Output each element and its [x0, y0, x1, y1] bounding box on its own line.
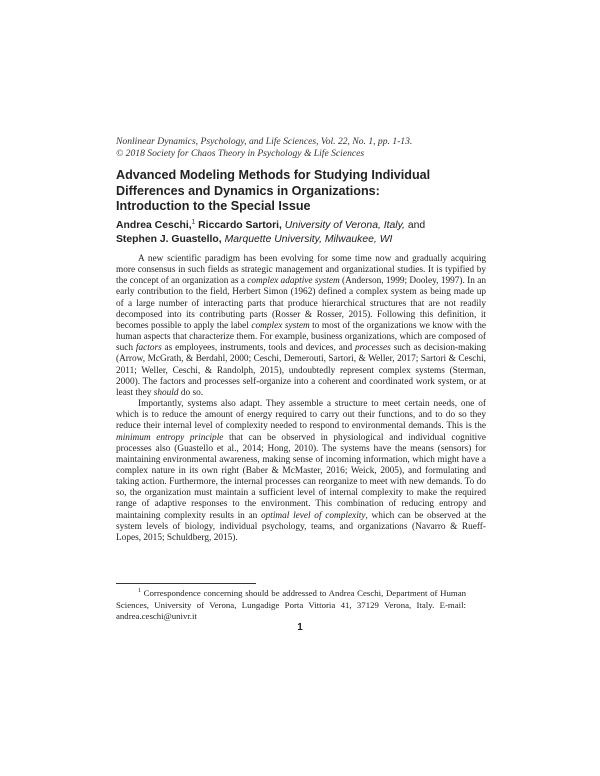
body-text: do so. — [178, 387, 204, 398]
author-name: Riccardo Sartori, — [198, 220, 282, 231]
body-paragraph — [116, 254, 486, 399]
article-title — [116, 168, 496, 215]
emphasized-term: factors — [135, 343, 162, 354]
footnote-marker: 1 — [138, 588, 141, 595]
footnote-text: Correspondence concerning should be addressed to Andrea Ceschi, Department of Human Sciences, University of Verona, Lungadige Porta Vittoria 41, 37129 Verona, Italy. E-mail: andrea.ceschi@univr.it — [116, 588, 466, 621]
body-text: (Anderson, 1999; Dooley, 1997). In an early contribution to the field, Herbert Simon (1962) defined a complex system as being made up of a large number of interacting parts that produce hierarchical structures that are not readily decomposed into its contributing parts (Rosser & Rosser, 2015). Following this definition, it becomes possible to apply the label — [116, 276, 487, 331]
body-text: , which can be observed at the system levels of biology, individual psychology, teams, and organizations (Navarro & Rueff-Lopes, 2015; Schuldberg, 2015). — [116, 510, 486, 543]
title-line: Advanced Modeling Methods for Studying Individual — [116, 168, 431, 182]
emphasized-term: complex system — [251, 320, 310, 331]
body-text: that can be observed in physiological and individual cognitive processes also (Guastello et al., 2014; Hong, 2010). The systems have the means (sensors) for maintaining environmental awareness, making sense of incoming information, which might have a complex nature in its own right (Baber & McMaster, 2016; Weick, 2005), and formulating and taking action. Furthermore, the internal processes can reorganize to meet with new demands. To do so, the organization must maintain a sufficient level of internal complexity to make the required range of adaptive responses to the environment. This combination of reducing entropy and maintaining complexity results in an — [116, 432, 487, 521]
author-conjunction: and — [407, 220, 426, 231]
author-name: Andrea Ceschi, — [116, 220, 192, 231]
copyright-line: © 2018 Society for Chaos Theory in Psychology & Life Sciences — [116, 148, 365, 159]
emphasized-term: minimum entropy principle — [116, 432, 224, 443]
title-line: Differences and Dynamics in Organizations: — [116, 183, 380, 198]
author-name: Stephen J. Guastello, — [116, 234, 222, 245]
author-line-2 — [116, 233, 496, 247]
footnote-marker: 1 — [191, 218, 196, 226]
body-text: as employees, instruments, tools and devices, and — [161, 343, 355, 354]
emphasized-term: complex adaptive system — [247, 276, 340, 287]
body-text: A new scientific paradigm has been evolving for some time now and gradually acquiring more consensus in such fields as strategic management and organizational studies. It is typified by the concept of an organization as a — [116, 254, 486, 287]
body-text: to most of the organizations we know with the human aspects that characterize them. For example, business organizations, which are composed of such — [116, 320, 486, 354]
footnote-divider — [116, 583, 256, 584]
author-affiliation: University of Verona, Italy, — [284, 220, 405, 231]
page-number: 1 — [297, 622, 303, 633]
body-text: Importantly, systems also adapt. They assemble a structure to meet certain needs, one of which is to reduce the amount of energy required to carry out their functions, and to do so they reduce their internal level of complexity needed to respond to environmental demands. This is the — [116, 399, 486, 432]
emphasized-term: processes — [354, 343, 391, 354]
author-line-1 — [116, 219, 496, 233]
author-block — [116, 219, 496, 247]
journal-citation: Nonlinear Dynamics, Psychology, and Life Sciences, Vol. 22, No. 1, pp. 1-13. — [116, 136, 413, 147]
author-affiliation: Marquette University, Milwaukee, WI — [224, 234, 393, 245]
title-line: Introduction to the Special Issue — [116, 199, 311, 213]
body-text: such as decision-making (Arrow, McGrath, & Berdahl, 2000; Ceschi, Demerouti, Sartori, & Weller, 2017; Sartori & Ceschi, 2011; Weller, Ceschi, & Randolph, 2015), undoubtedly represent complex systems (Sterman, 2000). The factors and processes self-organize into a coherent and coordinated work system, or at least they — [116, 343, 486, 398]
journal-header — [116, 136, 516, 160]
article-body — [116, 254, 486, 544]
body-paragraph — [116, 399, 486, 544]
footnote — [116, 588, 466, 623]
emphasized-term: optimal level of complexity — [260, 510, 366, 521]
emphasized-term: should — [153, 387, 179, 398]
